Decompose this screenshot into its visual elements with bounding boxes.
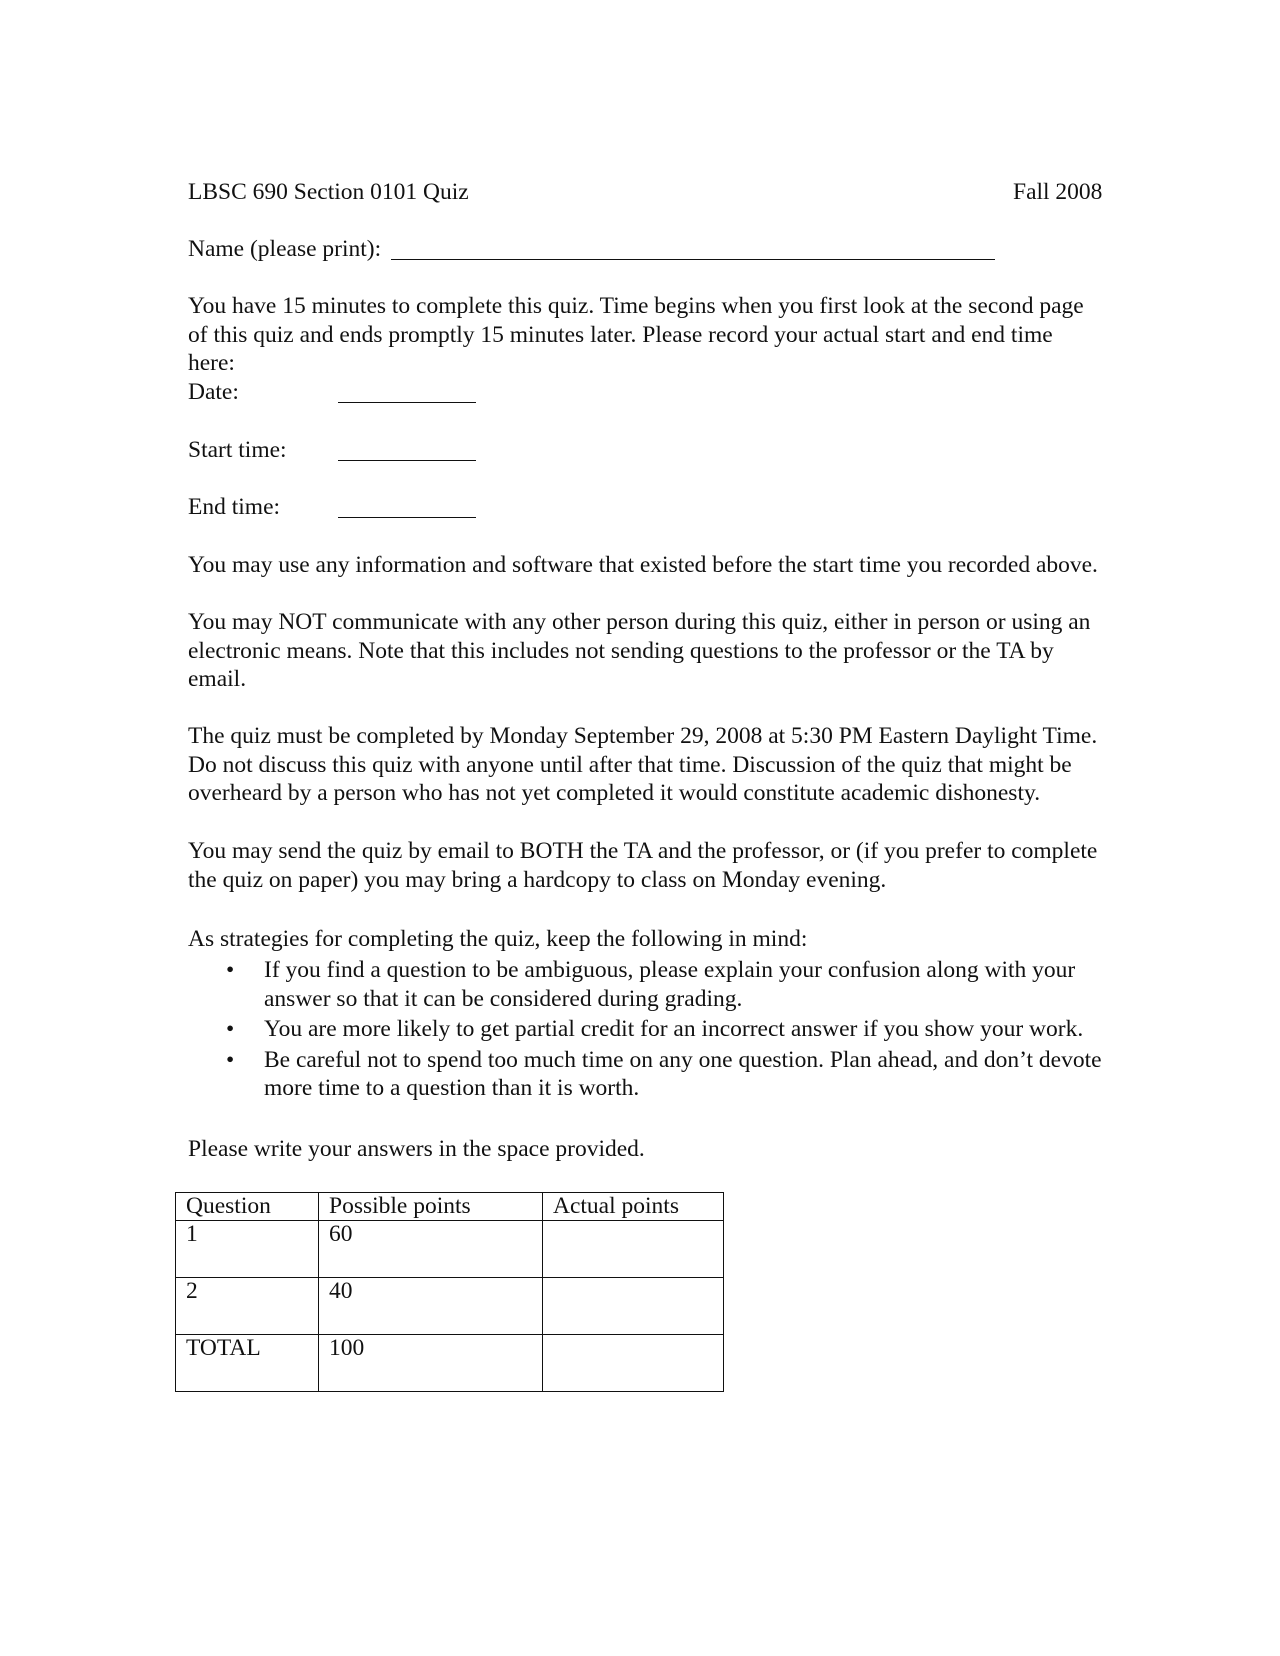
start-time-input-line[interactable]	[338, 460, 476, 461]
strategies-intro: As strategies for completing the quiz, keep the following in mind:	[188, 926, 808, 952]
end-time-input-line[interactable]	[338, 517, 476, 518]
deadline-line: Do not discuss this quiz with anyone until after that time. Discussion of the quiz that might be	[188, 751, 1072, 778]
intro-line: You have 15 minutes to complete this quiz. Time begins when you first look at the second page	[188, 293, 1084, 319]
communication-line: You may NOT communicate with any other person during this quiz, either in person or using an	[188, 609, 1091, 635]
intro-line: of this quiz and ends promptly 15 minutes later. Please record your actual start and end time	[188, 321, 1053, 348]
intro-line: here:	[188, 350, 235, 376]
course-title: LBSC 690 Section 0101 Quiz	[188, 179, 469, 205]
list-item: • If you find a question to be ambiguous, please explain your confusion along with your answer so that it can be considered during grading.	[226, 957, 1076, 1012]
communication-line: email.	[188, 666, 247, 692]
start-time-label: Start time:	[188, 437, 287, 463]
date-input-line[interactable]	[338, 402, 476, 403]
table-row	[176, 1221, 724, 1278]
info-paragraph	[188, 551, 1188, 580]
bullet-icon: •	[226, 1046, 235, 1073]
bullet-icon: •	[226, 957, 235, 983]
column-header-actual-points: Actual points	[543, 1193, 724, 1221]
possible-points-cell: 100	[319, 1335, 543, 1392]
communication-line: electronic means. Note that this includes not sending questions to the professor or the TA by	[188, 637, 1054, 664]
list-item: • Be careful not to spend too much time on any one question. Plan ahead, and don’t devote more time to a question than it is worth.	[226, 1046, 1102, 1101]
table-header-row	[176, 1193, 724, 1221]
submission-paragraph	[188, 837, 1188, 894]
actual-points-cell[interactable]	[543, 1335, 724, 1392]
possible-points-cell: 40	[319, 1278, 543, 1335]
answers-note: Please write your answers in the space provided.	[188, 1136, 645, 1162]
question-cell: 2	[176, 1278, 319, 1335]
deadline-line: The quiz must be completed by Monday September 29, 2008 at 5:30 PM Eastern Daylight Time.	[188, 723, 1098, 749]
submission-line: the quiz on paper) you may bring a hardcopy to class on Monday evening.	[188, 866, 887, 893]
submission-line: You may send the quiz by email to BOTH the TA and the professor, or (if you prefer to complete	[188, 838, 1098, 864]
info-line: You may use any information and software that existed before the start time you recorded above.	[188, 552, 1098, 578]
list-item: • You are more likely to get partial credit for an incorrect answer if you show your work.	[226, 1016, 1084, 1042]
strategies-list	[188, 956, 1102, 1103]
name-label: Name (please print):	[188, 236, 382, 262]
score-table	[175, 1192, 724, 1392]
possible-points-cell: 60	[319, 1221, 543, 1278]
bullet-icon: •	[226, 1016, 235, 1042]
table-row	[176, 1278, 724, 1335]
table-row	[176, 1335, 724, 1392]
deadline-paragraph	[188, 722, 1188, 808]
communication-paragraph	[188, 608, 1188, 694]
name-input-line[interactable]	[391, 259, 995, 260]
column-header-possible-points: Possible points	[319, 1193, 543, 1221]
deadline-line: overheard by a person who has not yet completed it would constitute academic dishonesty.	[188, 780, 1041, 806]
actual-points-cell[interactable]	[543, 1221, 724, 1278]
total-label-cell: TOTAL	[176, 1335, 319, 1392]
question-cell: 1	[176, 1221, 319, 1278]
intro-paragraph	[188, 292, 1188, 378]
date-label: Date:	[188, 379, 239, 405]
term-label: Fall 2008	[1013, 179, 1103, 205]
actual-points-cell[interactable]	[543, 1278, 724, 1335]
column-header-question: Question	[176, 1193, 319, 1221]
end-time-label: End time:	[188, 494, 281, 520]
